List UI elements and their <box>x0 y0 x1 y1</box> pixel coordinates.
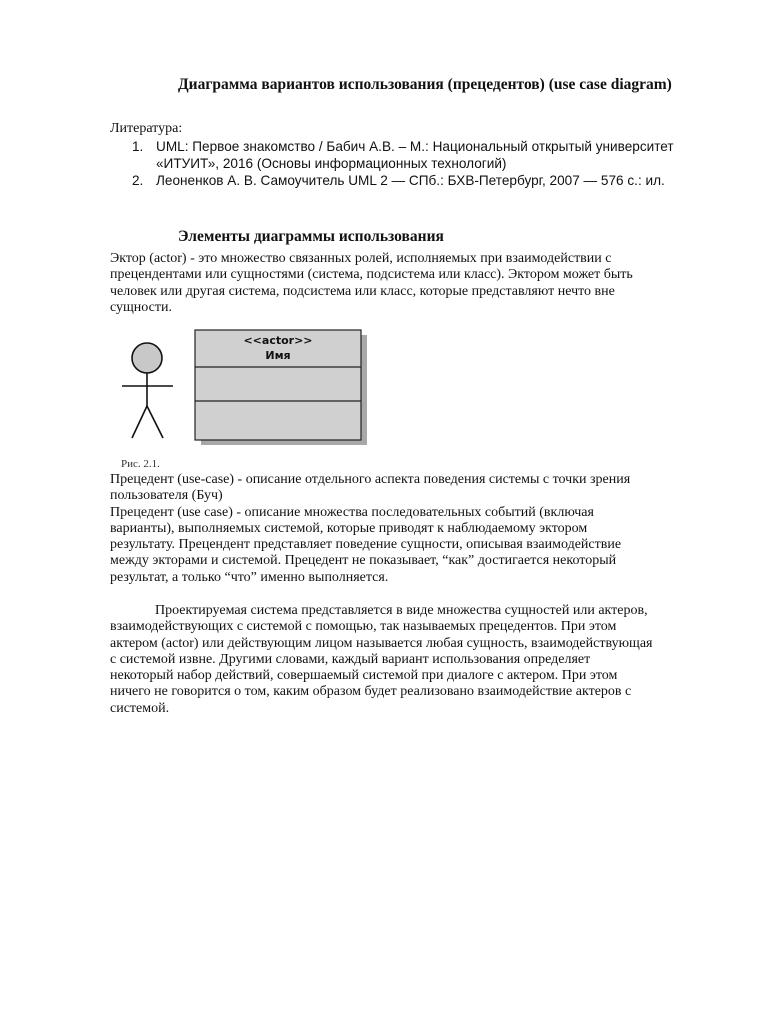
stick-figure-icon <box>122 343 173 438</box>
reference-number: 1. <box>132 139 144 154</box>
text-line: Прецедент (use case) - описание множества последовательных событий (включая <box>110 504 594 520</box>
text-line: Прецедент (use-case) - описание отдельного аспекта поведения системы с точки зрения <box>110 472 631 487</box>
text-line: системой. <box>110 700 170 716</box>
text-line: прецендентами или сущностями (система, подсистема или класс). Эктором может быть <box>110 267 633 283</box>
text-line: с системой извне. Другими словами, каждый вариант использования определяет <box>110 651 591 667</box>
text-line: варианты), выполняемых системой, которые приводят к наблюдаемому эктором <box>110 520 588 536</box>
text-line: между экторами и системой. Прецедент не показывает, “как” достигается некоторый <box>110 553 617 569</box>
text-line: пользователя (Буч) <box>110 488 223 504</box>
literature-label: Литература: <box>110 121 183 136</box>
actor-stereotype: <<actor>> <box>243 334 313 347</box>
text-line: результату. Прецендент представляет поведение сущности, описывая взаимодействие <box>110 537 622 553</box>
text-line: сущности. <box>110 299 172 315</box>
text-line: ничего не говорится о том, каким образом будет реализовано взаимодействие актеров с <box>110 684 632 700</box>
reference-number: 2. <box>132 173 144 188</box>
text-line: некоторый набор действий, совершаемый системой при диалоге с актером. При этом <box>110 668 618 684</box>
reference-line: Леоненков А. В. Самоучитель UML 2 — СПб.: БХВ-Петербург, 2007 — 576 с.: ил. <box>156 173 665 188</box>
system-paragraph <box>110 603 740 717</box>
text-line: результат, а только “что” именно выполняется. <box>110 569 389 585</box>
text-line: Проектируемая система представляется в виде множества сущностей или актеров, <box>155 603 648 618</box>
section-title: Элементы диаграммы использования <box>178 228 444 245</box>
usecase-paragraph <box>110 472 730 586</box>
actor-name: Имя <box>265 349 291 362</box>
text-line: актером (actor) или действующим лицом называется любая сущность, взаимодействующая <box>110 635 653 651</box>
actor-figure <box>115 328 375 450</box>
text-line: Эктор (actor) - это множество связанных ролей, исполняемых при взаимодействии с <box>110 251 612 266</box>
reference-line: «ИТУИТ», 2016 (Основы информационных технологий) <box>156 156 507 171</box>
figure-caption: Рис. 2.1. <box>121 458 160 470</box>
reference-line: UML: Первое знакомство / Бабич А.В. – М.: Национальный открытый университет <box>156 139 674 154</box>
page-title: Диаграмма вариантов использования (прецедентов) (use case diagram) <box>178 76 672 93</box>
actor-paragraph <box>110 251 730 316</box>
text-line: взаимодействующих с системой с помощью, так называемых прецедентов. При этом <box>110 619 617 635</box>
text-line: человек или другая система, подсистема или класс, которые представляют нечто вне <box>110 283 615 299</box>
